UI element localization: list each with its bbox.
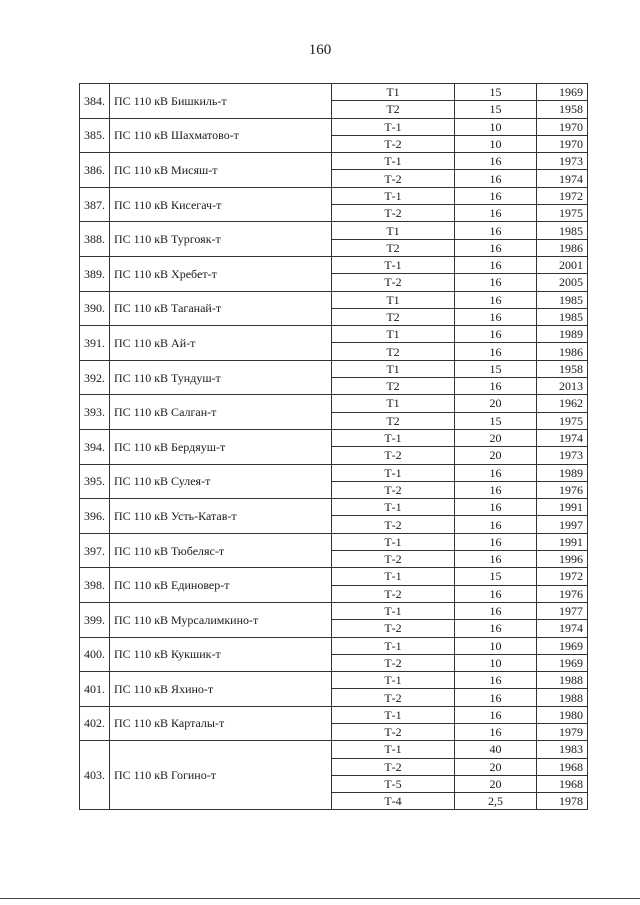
year-value: 1969	[537, 637, 588, 654]
substation-name: ПС 110 кВ Тургояк-т	[110, 222, 332, 257]
year-value: 1988	[537, 672, 588, 689]
power-value: 15	[455, 568, 537, 585]
transformer-label: Т-1	[332, 741, 455, 758]
table-row	[80, 429, 588, 446]
transformer-label: Т-2	[332, 551, 455, 568]
year-value: 1976	[537, 585, 588, 602]
row-number: 396.	[80, 499, 110, 534]
transformer-label: Т-5	[332, 775, 455, 792]
row-number: 389.	[80, 256, 110, 291]
transformer-label: Т-1	[332, 602, 455, 619]
year-value: 1989	[537, 326, 588, 343]
power-value: 20	[455, 775, 537, 792]
transformer-label: Т-2	[332, 654, 455, 671]
substation-name: ПС 110 кВ Ай-т	[110, 326, 332, 361]
year-value: 1996	[537, 551, 588, 568]
table-row	[80, 360, 588, 377]
power-value: 16	[455, 689, 537, 706]
transformer-label: Т-1	[332, 706, 455, 723]
transformer-label: Т2	[332, 343, 455, 360]
row-number: 394.	[80, 429, 110, 464]
year-value: 1970	[537, 118, 588, 135]
power-value: 16	[455, 308, 537, 325]
year-value: 2001	[537, 256, 588, 273]
transformer-label: Т-1	[332, 153, 455, 170]
row-number: 387.	[80, 187, 110, 222]
year-value: 1973	[537, 447, 588, 464]
transformer-label: Т-2	[332, 620, 455, 637]
year-value: 1972	[537, 187, 588, 204]
substation-table	[79, 83, 588, 810]
transformer-label: Т-2	[332, 447, 455, 464]
power-value: 16	[455, 585, 537, 602]
substation-name: ПС 110 кВ Мисяш-т	[110, 153, 332, 188]
power-value: 16	[455, 205, 537, 222]
power-value: 16	[455, 291, 537, 308]
substation-name: ПС 110 кВ Кукшик-т	[110, 637, 332, 672]
row-number: 393.	[80, 395, 110, 430]
power-value: 16	[455, 187, 537, 204]
power-value: 16	[455, 326, 537, 343]
year-value: 1991	[537, 533, 588, 550]
year-value: 1975	[537, 205, 588, 222]
power-value: 16	[455, 343, 537, 360]
transformer-label: Т2	[332, 308, 455, 325]
power-value: 16	[455, 723, 537, 740]
power-value: 16	[455, 672, 537, 689]
bottom-rule	[0, 898, 640, 899]
row-number: 388.	[80, 222, 110, 257]
year-value: 1975	[537, 412, 588, 429]
transformer-label: Т-2	[332, 689, 455, 706]
transformer-label: Т-2	[332, 516, 455, 533]
transformer-label: Т-1	[332, 533, 455, 550]
substation-table-body	[80, 84, 588, 810]
power-value: 20	[455, 429, 537, 446]
power-value: 16	[455, 256, 537, 273]
row-number: 401.	[80, 672, 110, 707]
substation-name: ПС 110 кВ Гогино-т	[110, 741, 332, 810]
year-value: 1968	[537, 775, 588, 792]
transformer-label: Т-1	[332, 672, 455, 689]
year-value: 1986	[537, 239, 588, 256]
substation-name: ПС 110 кВ Яхино-т	[110, 672, 332, 707]
transformer-label: Т1	[332, 360, 455, 377]
year-value: 2005	[537, 274, 588, 291]
power-value: 16	[455, 499, 537, 516]
power-value: 16	[455, 222, 537, 239]
transformer-label: Т2	[332, 239, 455, 256]
transformer-label: Т-2	[332, 481, 455, 498]
substation-name: ПС 110 кВ Хребет-т	[110, 256, 332, 291]
substation-name: ПС 110 кВ Карталы-т	[110, 706, 332, 741]
year-value: 1962	[537, 395, 588, 412]
year-value: 1985	[537, 308, 588, 325]
row-number: 395.	[80, 464, 110, 499]
substation-name: ПС 110 кВ Мурсалимкино-т	[110, 602, 332, 637]
power-value: 16	[455, 153, 537, 170]
transformer-label: Т-2	[332, 170, 455, 187]
power-value: 15	[455, 412, 537, 429]
table-row	[80, 291, 588, 308]
substation-name: ПС 110 кВ Бердяуш-т	[110, 429, 332, 464]
transformer-label: Т-1	[332, 118, 455, 135]
transformer-label: Т-1	[332, 464, 455, 481]
substation-name: ПС 110 кВ Салган-т	[110, 395, 332, 430]
transformer-label: Т1	[332, 291, 455, 308]
year-value: 1985	[537, 222, 588, 239]
substation-name: ПС 110 кВ Бишкиль-т	[110, 84, 332, 119]
table-row	[80, 395, 588, 412]
year-value: 1985	[537, 291, 588, 308]
row-number: 400.	[80, 637, 110, 672]
power-value: 16	[455, 533, 537, 550]
transformer-label: Т-1	[332, 568, 455, 585]
power-value: 15	[455, 360, 537, 377]
transformer-label: Т-1	[332, 256, 455, 273]
transformer-label: Т-2	[332, 585, 455, 602]
transformer-label: Т-1	[332, 187, 455, 204]
power-value: 16	[455, 378, 537, 395]
year-value: 1974	[537, 620, 588, 637]
year-value: 1969	[537, 84, 588, 101]
table-row	[80, 256, 588, 273]
year-value: 1974	[537, 429, 588, 446]
power-value: 15	[455, 84, 537, 101]
row-number: 385.	[80, 118, 110, 153]
year-value: 1988	[537, 689, 588, 706]
table-row	[80, 84, 588, 101]
table-row	[80, 672, 588, 689]
transformer-label: Т-1	[332, 637, 455, 654]
year-value: 1978	[537, 793, 588, 810]
table-row	[80, 568, 588, 585]
power-value: 40	[455, 741, 537, 758]
table-row	[80, 153, 588, 170]
transformer-label: Т2	[332, 378, 455, 395]
year-value: 1979	[537, 723, 588, 740]
transformer-label: Т1	[332, 395, 455, 412]
transformer-label: Т-1	[332, 429, 455, 446]
row-number: 391.	[80, 326, 110, 361]
power-value: 10	[455, 118, 537, 135]
row-number: 402.	[80, 706, 110, 741]
row-number: 386.	[80, 153, 110, 188]
table-row	[80, 602, 588, 619]
substation-name: ПС 110 кВ Тундуш-т	[110, 360, 332, 395]
transformer-label: Т-2	[332, 274, 455, 291]
year-value: 1969	[537, 654, 588, 671]
substation-name: ПС 110 кВ Шахматово-т	[110, 118, 332, 153]
table-row	[80, 706, 588, 723]
transformer-label: Т-4	[332, 793, 455, 810]
table-row	[80, 637, 588, 654]
year-value: 1958	[537, 360, 588, 377]
year-value: 1989	[537, 464, 588, 481]
row-number: 399.	[80, 602, 110, 637]
row-number: 384.	[80, 84, 110, 119]
table-row	[80, 222, 588, 239]
power-value: 16	[455, 620, 537, 637]
transformer-label: Т1	[332, 84, 455, 101]
substation-name: ПС 110 кВ Сулея-т	[110, 464, 332, 499]
substation-name: ПС 110 кВ Кисегач-т	[110, 187, 332, 222]
power-value: 10	[455, 135, 537, 152]
page-number: 160	[308, 42, 332, 58]
year-value: 1983	[537, 741, 588, 758]
year-value: 1968	[537, 758, 588, 775]
power-value: 2,5	[455, 793, 537, 810]
power-value: 16	[455, 602, 537, 619]
year-value: 1972	[537, 568, 588, 585]
power-value: 16	[455, 274, 537, 291]
power-value: 16	[455, 170, 537, 187]
year-value: 1976	[537, 481, 588, 498]
power-value: 16	[455, 481, 537, 498]
power-value: 15	[455, 101, 537, 118]
transformer-label: Т2	[332, 412, 455, 429]
power-value: 16	[455, 239, 537, 256]
transformer-label: Т-1	[332, 499, 455, 516]
row-number: 392.	[80, 360, 110, 395]
table-row	[80, 326, 588, 343]
row-number: 398.	[80, 568, 110, 603]
substation-name: ПС 110 кВ Таганай-т	[110, 291, 332, 326]
row-number: 403.	[80, 741, 110, 810]
transformer-label: Т1	[332, 222, 455, 239]
table-row	[80, 499, 588, 516]
transformer-label: Т-2	[332, 758, 455, 775]
table-row	[80, 533, 588, 550]
year-value: 2013	[537, 378, 588, 395]
year-value: 1986	[537, 343, 588, 360]
power-value: 16	[455, 706, 537, 723]
substation-name: ПС 110 кВ Единовер-т	[110, 568, 332, 603]
year-value: 1970	[537, 135, 588, 152]
transformer-label: Т1	[332, 326, 455, 343]
substation-name: ПС 110 кВ Усть-Катав-т	[110, 499, 332, 534]
power-value: 16	[455, 464, 537, 481]
transformer-label: Т2	[332, 101, 455, 118]
year-value: 1958	[537, 101, 588, 118]
row-number: 397.	[80, 533, 110, 568]
transformer-label: Т-2	[332, 135, 455, 152]
year-value: 1973	[537, 153, 588, 170]
power-value: 16	[455, 516, 537, 533]
substation-name: ПС 110 кВ Тюбеляс-т	[110, 533, 332, 568]
year-value: 1977	[537, 602, 588, 619]
power-value: 10	[455, 654, 537, 671]
table-row	[80, 741, 588, 758]
row-number: 390.	[80, 291, 110, 326]
table-row	[80, 464, 588, 481]
transformer-label: Т-2	[332, 205, 455, 222]
transformer-label: Т-2	[332, 723, 455, 740]
year-value: 1974	[537, 170, 588, 187]
power-value: 16	[455, 551, 537, 568]
power-value: 20	[455, 758, 537, 775]
table-row	[80, 187, 588, 204]
year-value: 1997	[537, 516, 588, 533]
year-value: 1991	[537, 499, 588, 516]
power-value: 10	[455, 637, 537, 654]
power-value: 20	[455, 395, 537, 412]
year-value: 1980	[537, 706, 588, 723]
table-row	[80, 118, 588, 135]
power-value: 20	[455, 447, 537, 464]
